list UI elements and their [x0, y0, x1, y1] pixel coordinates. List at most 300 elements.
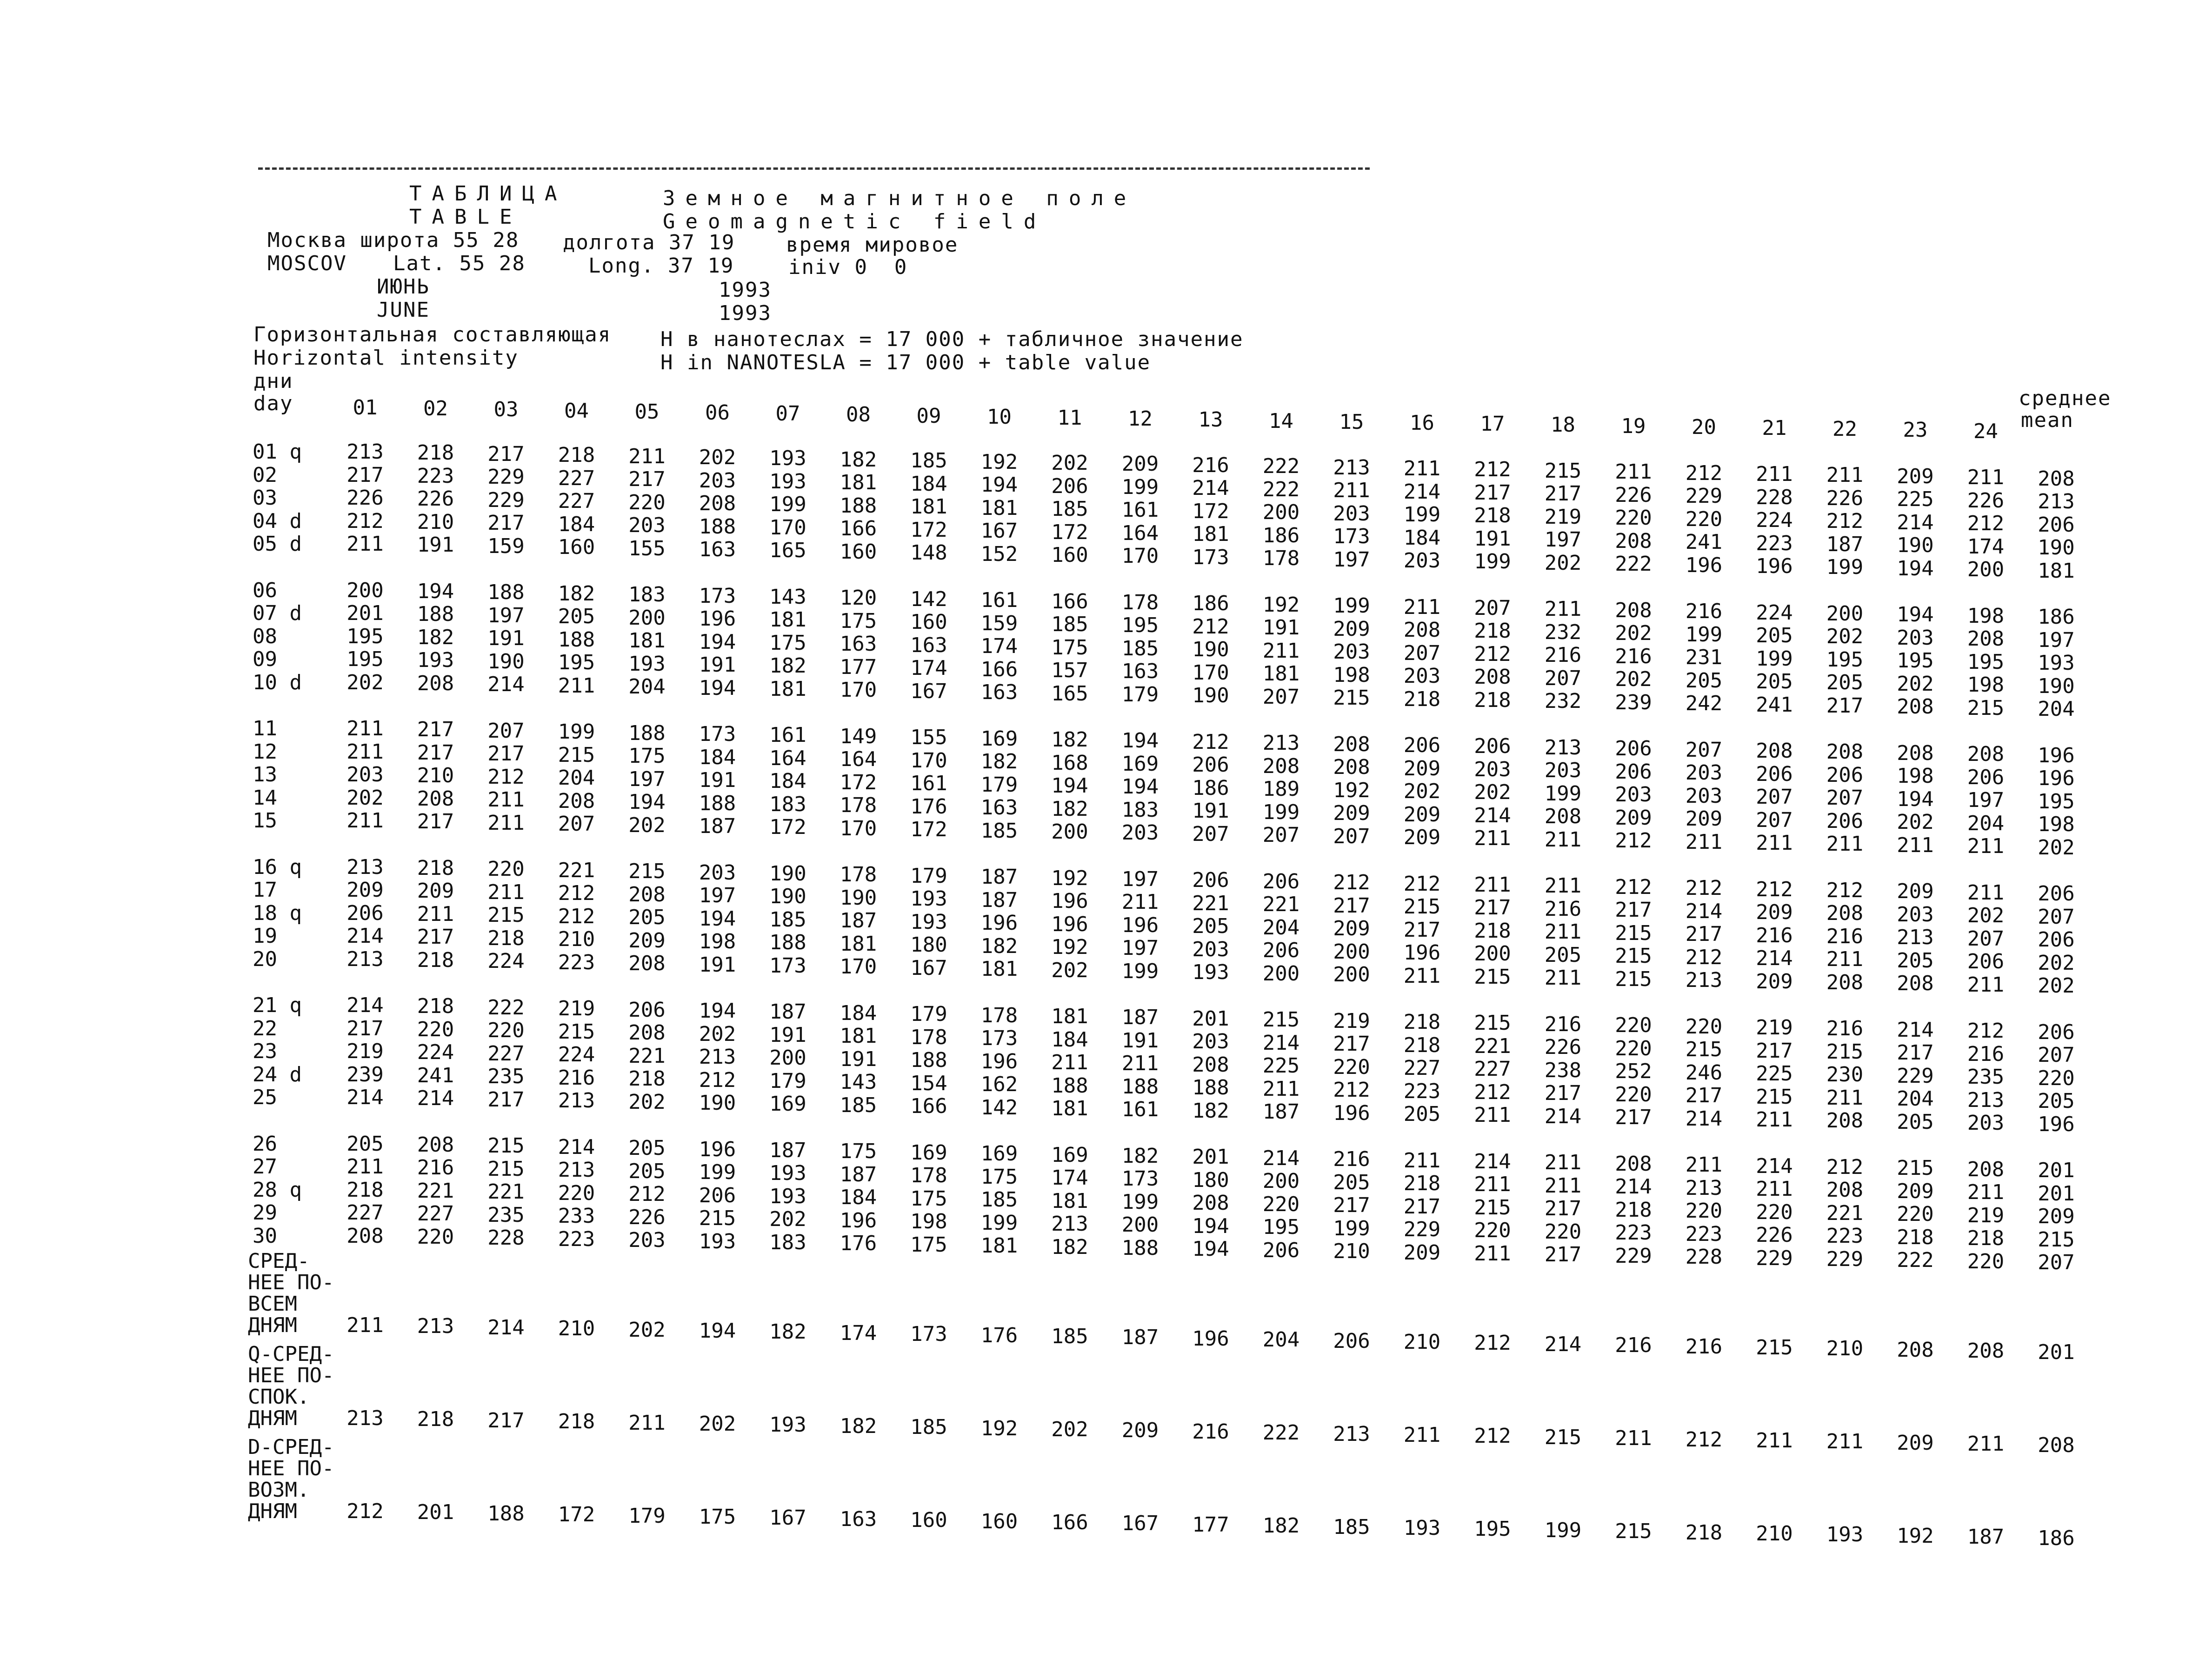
value-cell: 203	[346, 763, 384, 786]
value-cell: 192	[980, 450, 1018, 474]
value-cell: 181	[980, 957, 1018, 981]
value-cell: 179	[769, 1069, 806, 1093]
value-cell: 196	[1051, 912, 1088, 936]
value-cell: 196	[1121, 913, 1159, 937]
value-cell: 202	[1615, 621, 1652, 646]
value-cell: 142	[980, 1095, 1018, 1119]
value-cell: 174	[980, 634, 1018, 659]
mean-cell: 198	[2038, 813, 2075, 837]
value-cell: 199	[1121, 959, 1159, 983]
value-cell: 202	[1051, 451, 1088, 475]
value-cell: 191	[487, 626, 525, 651]
value-cell: 173	[1333, 525, 1370, 549]
summary-cell: 192	[1897, 1524, 1934, 1548]
value-cell: 168	[1051, 751, 1088, 775]
summary-cell: 160	[910, 1508, 947, 1532]
mean-cell: 208	[2038, 1433, 2075, 1457]
value-cell: 203	[1685, 784, 1723, 808]
value-cell: 184	[1051, 1027, 1088, 1052]
value-cell: 120	[839, 586, 877, 610]
summary-cell: 208	[1967, 1339, 2005, 1363]
value-cell: 213	[1262, 731, 1300, 755]
value-cell: 209	[1897, 464, 1934, 488]
value-cell: 173	[1192, 545, 1229, 569]
value-cell: 208	[1544, 805, 1582, 829]
hour-header: 12	[1128, 407, 1153, 431]
value-cell: 184	[769, 769, 806, 793]
value-cell: 218	[346, 1178, 384, 1202]
value-cell: 202	[346, 786, 384, 810]
value-cell: 172	[910, 518, 947, 542]
value-cell: 173	[980, 1026, 1018, 1051]
summary-label: ВОЗМ.	[248, 1478, 310, 1502]
value-cell: 218	[417, 994, 454, 1019]
value-cell: 226	[1756, 1223, 1793, 1247]
summary-cell: 209	[1897, 1431, 1934, 1455]
value-cell: 181	[769, 608, 806, 632]
value-cell: 212	[1615, 829, 1652, 853]
summary-cell: 212	[346, 1499, 384, 1523]
value-cell: 160	[1051, 543, 1088, 567]
value-cell: 252	[1615, 1059, 1652, 1084]
value-cell: 226	[417, 487, 454, 511]
value-cell: 191	[1474, 526, 1511, 551]
value-cell: 197	[1121, 936, 1159, 960]
value-cell: 220	[1544, 1219, 1582, 1244]
value-cell: 188	[1121, 1236, 1159, 1260]
value-cell: 209	[1333, 801, 1370, 826]
value-cell: 205	[628, 906, 666, 930]
value-cell: 166	[839, 517, 877, 541]
summary-cell: 211	[1756, 1429, 1793, 1452]
value-cell: 209	[1756, 900, 1793, 924]
value-cell: 205	[1192, 914, 1229, 939]
value-cell: 221	[628, 1044, 666, 1068]
value-cell: 228	[1756, 485, 1793, 509]
value-cell: 211	[346, 717, 384, 740]
mean-cell: 215	[2038, 1227, 2075, 1252]
value-cell: 178	[1121, 590, 1159, 614]
value-cell: 188	[910, 1048, 947, 1073]
value-cell: 191	[1121, 1028, 1159, 1053]
value-cell: 215	[628, 859, 666, 884]
value-cell: 215	[1474, 1195, 1511, 1219]
value-cell: 213	[558, 1158, 595, 1182]
value-cell: 213	[1897, 926, 1934, 950]
value-cell: 214	[1685, 1106, 1723, 1131]
mean-cell: 206	[2038, 1020, 2075, 1044]
value-cell: 182	[558, 581, 595, 606]
value-cell: 206	[1474, 734, 1511, 759]
value-cell: 188	[699, 791, 736, 815]
value-cell: 209	[1403, 826, 1441, 849]
value-cell: 208	[628, 882, 666, 906]
value-cell: 199	[1403, 503, 1441, 526]
value-cell: 195	[1826, 647, 1864, 672]
value-cell: 185	[1121, 636, 1159, 660]
value-cell: 203	[1403, 664, 1441, 688]
value-cell: 213	[1967, 1088, 2005, 1112]
value-cell: 187	[1121, 1006, 1159, 1030]
value-cell: 194	[699, 630, 736, 654]
value-cell: 212	[1756, 877, 1793, 901]
hour-header: 21	[1762, 416, 1787, 440]
value-cell: 167	[980, 519, 1018, 543]
value-cell: 215	[1756, 1085, 1793, 1109]
summary-cell: 212	[1474, 1424, 1511, 1448]
value-cell: 208	[1826, 1109, 1864, 1133]
value-cell: 208	[417, 671, 454, 695]
value-cell: 187	[839, 1162, 877, 1186]
value-cell: 169	[1121, 752, 1159, 776]
value-cell: 191	[839, 1047, 877, 1071]
value-cell: 209	[1121, 452, 1159, 476]
value-cell: 181	[839, 932, 877, 956]
value-cell: 218	[1403, 1172, 1441, 1195]
value-cell: 209	[1615, 806, 1652, 830]
day-label: 01 q	[253, 440, 302, 464]
value-cell: 187	[699, 814, 736, 838]
value-cell: 203	[1403, 549, 1441, 573]
long-en: Long. 37 19	[588, 254, 734, 278]
value-cell: 215	[558, 1019, 595, 1044]
value-cell: 211	[1826, 947, 1864, 972]
value-cell: 194	[699, 999, 736, 1023]
hour-header: 10	[987, 405, 1012, 429]
summary-cell: 211	[1615, 1426, 1652, 1451]
value-cell: 196	[699, 1137, 736, 1161]
mean-label-en: mean	[2021, 408, 2074, 432]
value-cell: 217	[417, 740, 454, 765]
value-cell: 179	[980, 773, 1018, 797]
value-cell: 212	[487, 765, 525, 789]
summary-cell: 209	[1121, 1419, 1159, 1443]
value-cell: 208	[1192, 1191, 1229, 1215]
value-cell: 175	[910, 1233, 947, 1257]
value-cell: 217	[346, 463, 384, 487]
summary-label: Q-СРЕД-	[248, 1342, 334, 1366]
value-cell: 211	[346, 1155, 384, 1179]
value-cell: 218	[1403, 1033, 1441, 1057]
value-cell: 196	[1685, 553, 1723, 577]
day-label: 17	[253, 878, 277, 902]
value-cell: 181	[1051, 1005, 1088, 1028]
year-ru: 1993	[719, 278, 772, 302]
hour-header: 23	[1903, 418, 1928, 442]
mean-cell: 201	[2038, 1340, 2075, 1364]
value-cell: 209	[417, 879, 454, 903]
value-cell: 205	[1544, 943, 1582, 967]
value-cell: 200	[1262, 1169, 1300, 1193]
value-cell: 187	[1826, 532, 1864, 556]
day-label: 19	[253, 924, 277, 948]
day-label: 25	[253, 1086, 277, 1109]
summary-cell: 204	[1262, 1328, 1300, 1352]
value-cell: 181	[628, 629, 666, 653]
summary-cell: 202	[1051, 1418, 1088, 1441]
value-cell: 148	[910, 541, 947, 565]
summary-cell: 212	[1474, 1331, 1511, 1355]
value-cell: 167	[910, 956, 947, 980]
value-cell: 163	[1121, 660, 1159, 684]
value-cell: 196	[699, 607, 736, 631]
value-cell: 209	[628, 928, 666, 953]
value-cell: 216	[1192, 453, 1229, 477]
value-cell: 209	[1333, 617, 1370, 641]
value-cell: 172	[1051, 520, 1088, 544]
value-cell: 195	[1262, 1215, 1300, 1239]
value-cell: 211	[487, 788, 525, 812]
value-cell: 203	[1192, 937, 1229, 961]
value-cell: 208	[1967, 627, 2005, 651]
value-cell: 193	[699, 1229, 736, 1253]
value-cell: 170	[1121, 544, 1159, 568]
value-cell: 208	[1756, 739, 1793, 763]
value-cell: 211	[1967, 1180, 2005, 1205]
value-cell: 217	[417, 925, 454, 949]
value-cell: 181	[980, 496, 1018, 520]
value-cell: 217	[417, 810, 454, 834]
value-cell: 204	[1967, 811, 2005, 835]
value-cell: 208	[1262, 754, 1300, 778]
value-cell: 199	[1121, 1190, 1159, 1214]
summary-cell: 211	[1826, 1430, 1864, 1454]
value-cell: 212	[1474, 1080, 1511, 1104]
value-cell: 184	[910, 472, 947, 496]
day-label: 07 d	[253, 601, 302, 625]
value-cell: 215	[487, 903, 525, 927]
value-cell: 214	[1544, 1104, 1582, 1128]
value-cell: 173	[769, 953, 806, 978]
value-cell: 207	[487, 719, 525, 743]
value-cell: 220	[417, 1225, 454, 1249]
value-cell: 229	[1615, 1244, 1652, 1268]
value-cell: 231	[1685, 646, 1723, 670]
value-cell: 211	[1756, 831, 1793, 855]
value-cell: 194	[1192, 1214, 1229, 1238]
value-cell: 191	[1262, 616, 1300, 640]
value-cell: 174	[910, 656, 947, 680]
value-cell: 204	[1262, 915, 1300, 939]
value-cell: 226	[1615, 483, 1652, 507]
summary-cell: 222	[1262, 1421, 1300, 1445]
summary-cell: 185	[1051, 1325, 1088, 1348]
value-cell: 186	[1192, 776, 1229, 800]
value-cell: 200	[1262, 961, 1300, 986]
value-cell: 213	[1333, 455, 1370, 480]
value-cell: 200	[1051, 820, 1088, 844]
mean-cell: 202	[2038, 835, 2075, 859]
value-cell: 218	[1615, 1198, 1652, 1222]
summary-label: НЕЕ ПО-	[248, 1457, 334, 1480]
value-cell: 187	[839, 909, 877, 933]
value-cell: 227	[487, 1041, 525, 1066]
mean-cell: 207	[2038, 1251, 2075, 1275]
value-cell: 219	[1967, 1203, 2005, 1227]
mean-cell: 208	[2038, 466, 2075, 491]
value-cell: 211	[1544, 827, 1582, 852]
value-cell: 203	[1333, 640, 1370, 664]
mean-cell: 197	[2038, 628, 2075, 652]
day-label: 11	[253, 717, 277, 740]
value-cell: 181	[769, 677, 806, 701]
value-cell: 233	[558, 1204, 595, 1228]
summary-cell: 215	[1615, 1519, 1652, 1544]
mean-cell: 201	[2038, 1159, 2075, 1183]
summary-cell: 215	[1544, 1425, 1582, 1449]
value-cell: 206	[1192, 868, 1229, 893]
value-cell: 207	[1756, 785, 1793, 809]
value-cell: 191	[699, 768, 736, 792]
value-cell: 206	[1262, 939, 1300, 963]
value-cell: 181	[980, 1234, 1018, 1258]
mean-cell: 206	[2038, 928, 2075, 952]
value-cell: 229	[1826, 1247, 1864, 1271]
day-label: 14	[253, 786, 277, 810]
value-cell: 222	[1262, 454, 1300, 479]
value-cell: 194	[628, 790, 666, 814]
value-cell: 198	[910, 1210, 947, 1234]
value-cell: 208	[417, 1133, 454, 1157]
mean-cell: 202	[2038, 951, 2075, 975]
value-cell: 208	[346, 1224, 384, 1248]
value-cell: 203	[1544, 759, 1582, 783]
summary-cell: 212	[1685, 1427, 1723, 1452]
summary-cell: 182	[839, 1414, 877, 1438]
summary-cell: 174	[839, 1321, 877, 1345]
summary-cell: 173	[910, 1322, 947, 1346]
value-cell: 209	[1333, 917, 1370, 941]
value-cell: 206	[1615, 737, 1652, 761]
value-cell: 170	[769, 515, 806, 540]
value-cell: 165	[1051, 681, 1088, 706]
value-cell: 160	[558, 535, 595, 560]
value-cell: 212	[558, 904, 595, 928]
value-cell: 211	[1685, 1153, 1723, 1177]
value-cell: 197	[1333, 547, 1370, 572]
value-cell: 157	[1051, 659, 1088, 682]
value-cell: 222	[1262, 477, 1300, 501]
value-cell: 211	[1474, 873, 1511, 897]
value-cell: 217	[1544, 1243, 1582, 1267]
value-cell: 221	[417, 1179, 454, 1203]
hour-header: 01	[353, 396, 378, 420]
value-cell: 182	[1051, 1235, 1088, 1259]
value-cell: 212	[1685, 945, 1723, 969]
value-cell: 198	[1333, 663, 1370, 687]
value-cell: 218	[1474, 619, 1511, 643]
value-cell: 199	[1474, 550, 1511, 574]
value-cell: 206	[1826, 763, 1864, 787]
value-cell: 220	[1615, 1082, 1652, 1106]
value-cell: 175	[769, 631, 806, 655]
value-cell: 242	[1685, 692, 1723, 716]
value-cell: 211	[1967, 973, 2005, 997]
value-cell: 164	[769, 746, 806, 770]
value-cell: 220	[1615, 506, 1652, 530]
value-cell: 206	[1403, 733, 1441, 757]
value-cell: 181	[1051, 1189, 1088, 1213]
value-cell: 220	[1262, 1192, 1300, 1216]
value-cell: 217	[1403, 918, 1441, 942]
value-cell: 208	[1333, 755, 1370, 780]
hour-header: 09	[916, 404, 941, 428]
value-cell: 211	[1756, 462, 1793, 486]
day-label: 22	[253, 1016, 277, 1040]
value-cell: 199	[1685, 622, 1723, 646]
value-cell: 217	[487, 511, 525, 535]
value-cell: 212	[1615, 875, 1652, 899]
value-cell: 206	[1967, 765, 2005, 789]
mean-cell: 213	[2038, 490, 2075, 514]
value-cell: 217	[487, 442, 525, 466]
day-label: 05 d	[253, 532, 302, 556]
summary-cell: 179	[628, 1504, 666, 1528]
value-cell: 194	[980, 473, 1018, 497]
value-cell: 159	[487, 534, 525, 558]
value-cell: 219	[1756, 1016, 1793, 1039]
value-cell: 175	[980, 1165, 1018, 1189]
value-cell: 178	[910, 1164, 947, 1188]
value-cell: 217	[1333, 1032, 1370, 1056]
value-cell: 182	[769, 654, 806, 678]
value-cell: 235	[1967, 1065, 2005, 1089]
value-cell: 198	[1967, 604, 2005, 628]
value-cell: 217	[1474, 896, 1511, 920]
value-cell: 215	[1262, 1008, 1300, 1032]
value-cell: 217	[1403, 1194, 1441, 1219]
value-cell: 206	[1826, 809, 1864, 833]
value-cell: 217	[1544, 1081, 1582, 1106]
value-cell: 193	[910, 887, 947, 911]
value-cell: 225	[1756, 1062, 1793, 1086]
value-cell: 226	[1826, 486, 1864, 510]
day-label: 09	[253, 647, 277, 671]
value-cell: 199	[1333, 594, 1370, 618]
mean-cell: 196	[2038, 1112, 2075, 1136]
value-cell: 175	[628, 744, 666, 768]
value-cell: 185	[910, 449, 947, 473]
value-cell: 180	[1192, 1168, 1229, 1192]
value-cell: 179	[1121, 682, 1159, 706]
value-cell: 211	[1474, 1241, 1511, 1266]
value-cell: 199	[980, 1211, 1018, 1235]
summary-cell: 218	[417, 1407, 454, 1432]
value-cell: 211	[1403, 457, 1441, 480]
value-cell: 215	[1544, 459, 1582, 483]
value-cell: 199	[1826, 555, 1864, 580]
value-cell: 205	[346, 1132, 384, 1156]
dashed-rule	[258, 167, 1370, 170]
value-cell: 202	[1615, 667, 1652, 692]
value-cell: 142	[910, 587, 947, 611]
value-cell: 154	[910, 1071, 947, 1095]
mean-cell: 209	[2038, 1205, 2075, 1229]
mean-cell: 195	[2038, 789, 2075, 813]
value-cell: 170	[1192, 660, 1229, 685]
value-cell: 227	[417, 1202, 454, 1226]
value-cell: 164	[839, 747, 877, 772]
value-cell: 229	[487, 465, 525, 489]
value-cell: 182	[839, 447, 877, 472]
value-cell: 211	[1544, 966, 1582, 990]
value-cell: 214	[1403, 480, 1441, 504]
value-cell: 212	[699, 1068, 736, 1092]
value-cell: 211	[346, 809, 384, 833]
value-cell: 203	[1685, 761, 1723, 785]
value-cell: 218	[1897, 1225, 1934, 1249]
summary-cell: 160	[980, 1509, 1018, 1533]
